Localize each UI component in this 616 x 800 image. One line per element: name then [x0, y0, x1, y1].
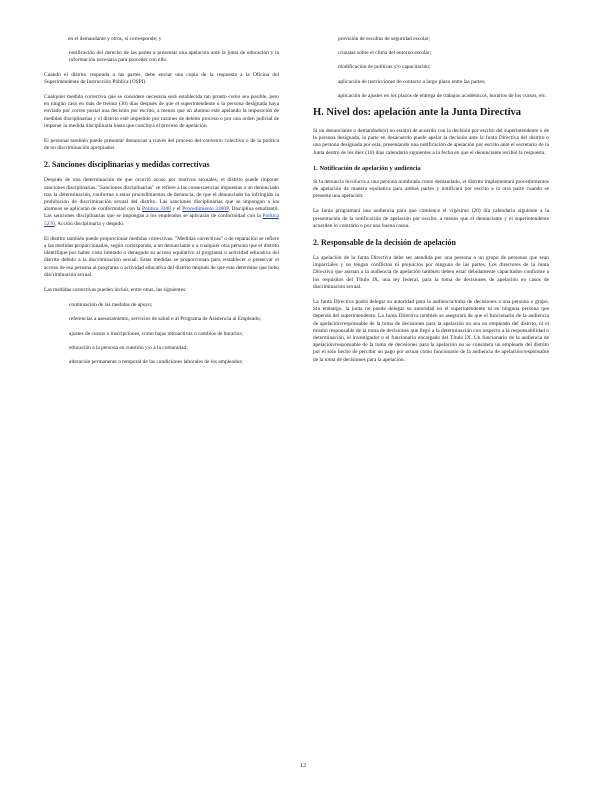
section-heading: 2. Responsable de la decisión de apelación	[313, 238, 456, 248]
square-bullet-icon	[56, 345, 69, 352]
bullet-text: ajustes de cursos o inscripciones, como bajas retroactivas o cambios de horarios;	[69, 330, 243, 337]
square-bullet-icon	[325, 64, 338, 71]
section-heading: 2. Sanciones disciplinarias y medidas correctivas	[44, 160, 210, 170]
bullet-text: cruzatas sobre el clima del entorno escolar;	[338, 50, 432, 57]
list-item	[44, 302, 279, 309]
sanctions-text-c: , Disciplina estudiantil. Las sanciones disciplinarias que se impongan a los empleados se aplicarán de conformidad con la	[44, 206, 280, 220]
bullet-text: modificación de políticas y/o capacitación;	[338, 64, 431, 71]
bullet-text: referencias a asesoramiento, servicios de salud o al Programa de Asistencia al Empleado;	[69, 316, 262, 323]
list-item	[313, 36, 549, 43]
continuation-text: en el demandante y otros, si corresponde; y	[68, 36, 162, 42]
list-item	[44, 316, 279, 323]
left-column	[44, 36, 279, 373]
page-number: 12	[300, 763, 306, 769]
list-item	[313, 50, 549, 57]
square-bullet-icon	[325, 93, 338, 100]
list-item	[313, 64, 549, 71]
square-bullet-icon	[56, 50, 69, 64]
square-bullet-icon	[56, 359, 69, 366]
sanctions-text-a: Después de una determinación de que ocurrió acoso por motivos sexuales, el distrito puede imponer sanciones disciplinarias. "Sanciones disciplinarias" se refiere a las consecuencias impuestas a un denunciado tras la determinación, conforme a estos procedimientos de denuncia, de que el denunciado ha infringido la prohibición de discriminación sexual del distrito. Las sanciones disciplinarias que se impongan a los alumnos se aplicarán de conformidad con la	[44, 177, 279, 213]
paragraph-appeal: Si un denunciante o demandado(s) no está(n) de acuerdo con la decisión por escrito del superintendente o de la persona designada, la parte en desacuerdo puede apelar la decisión ante la Junta Directiva del distrito o una persona designada por esta, presentando una notificación de apelación por escrito ante el secretario de la Junta dentro de los diez (10) días calendario siguientes a la fecha en que el denunciante recibió la respuesta.	[313, 128, 549, 156]
section-heading-main: H. Nivel dos: apelación ante la Junta Directiva	[313, 107, 522, 119]
list-item	[44, 50, 279, 64]
paragraph-notice: Si la denuncia involucra a una persona nombrada como demandado, el distrito implementará procedimientos de apelación de manera equitativa para ambas partes y notificará por escrito a la otra parte cuando se presente una apelación.	[313, 178, 549, 200]
subsection-heading: 1. Notificación de apelación y audiencia	[313, 164, 421, 172]
paragraph-staff: El personal también puede presentar denuncias a través del proceso del convenio colectivo o de la política de no discriminación apropiados.	[44, 138, 279, 152]
bullet-text: alteración permanente o temporal de las condiciones laborales de los empleados;	[69, 359, 243, 366]
policy-3300-link[interactable]: Política 3300	[142, 206, 171, 213]
procedure-3300p-link[interactable]: Procedimiento 3300P	[182, 206, 229, 213]
paragraph-responsible: La apelación de la Junta Directiva debe ser atendida por una persona o un grupo de personas que sean imparciales y no tengan conflictos ni prejuicios por ninguna de las partes. Los directores de la Junta Directiva que asistan a la audiencia de apelación también deben estar debidamente capacitados conforme a los requisitos del Título IX, una ley federal, para la toma de decisiones de apelación en casos de discriminación sexual.	[313, 255, 549, 290]
paragraph-copy: Cuando el distrito responda a las partes, debe enviar una copia de la respuesta a la Oficina del Superintendente de Instrucción Pública (OSPI).	[44, 71, 279, 85]
square-bullet-icon	[325, 79, 338, 86]
square-bullet-icon	[325, 36, 338, 43]
sanctions-text-b: y el	[172, 206, 181, 213]
bullet-text: notificación del derecho de las partes a presentar una apelación ante la junta de educación y la información necesaria para proceder con ello.	[69, 50, 279, 64]
paragraph-hearing: La Junta programará una audiencia para que comience el vigésimo (20) día calendario siguiente a la presentación de la notificación de apelación por escrito, a menos que el denunciante y el superintendente acuerden lo contrario o por una buena causa.	[313, 208, 549, 229]
paragraph-corrective: Cualquier medida correctiva que se considere necesaria será establecida tan pronto como sea posible, pero en ningún caso en más de treinta (30) días después de que el superintendente o la persona designada haya enviado por correo postal una decisión por escrito, a menos que un alumno esté apelando la imposición de medidas disciplinarias y el distrito esté impedido por razones de debido proceso o por una orden judicial de imponer la medida disciplinaria hasta que concluya el proceso de apelación.	[44, 94, 279, 129]
list-item	[44, 345, 279, 352]
bullet-text: aplicación de ajustes en los plazos de entrega de trabajos académicos, horarios de los cursos, etc.	[338, 92, 547, 99]
list-item	[313, 79, 549, 86]
policy-5270-link[interactable]: Política 5270	[44, 213, 279, 227]
bullet-text: aplicación de restricciones de contacto a largo plazo entre las partes;	[338, 78, 486, 85]
bullet-text: educación a la persona en cuestión y/o a la comunidad;	[69, 344, 188, 351]
square-bullet-icon	[56, 302, 69, 309]
paragraph-sanctions	[44, 177, 279, 227]
paragraph-include: Las medidas correctivas pueden incluir, entre otras, las siguientes:	[44, 287, 187, 294]
paragraph-measures: El distrito también puede proporcionar medidas correctivas. "Medidas correctivas" o de reparación se refiere a las medidas proporcionadas, según corresponda, a un denunciante o a cualquier otra persona que el distrito identifique por haber visto limitado o denegado su acceso equitativo al programa o actividad educativa del distrito debido a la discriminación sexual. Estas medidas se proporcionan para restablecer o preservar el acceso de esa persona al programa o actividad educativa del distrito después de que este determine que hubo discriminación sexual.	[44, 235, 279, 278]
right-column	[313, 36, 549, 372]
paragraph-delegate: La Junta Directiva podrá delegar su autoridad para la audiencia/toma de decisiones a una persona o grupo. Sin embargo, la junta no puede delegar su autoridad en el superintendente ni en ninguna persona que dependa del superintendente. La Junta Directiva también se asegurará de que el funcionario de la audiencia de apelación/responsable de la toma de decisiones para la apelación no sea un empleado del distrito, ni el mismo responsable de la toma de decisiones que llegó a la determinación con respecto a la responsabilidad o determinación, el investigador o el funcionario encargado del Título IX. Un funcionario de la audiencia de apelación/responsable de la toma de decisiones para la apelación no se considera un empleado del distrito por el solo hecho de percibir un pago por actuar como funcionario de la audiencia de apelación/responsable de la toma de decisiones para la apelación.	[313, 299, 549, 363]
sanctions-text-d: , Acción disciplinaria y despido.	[54, 220, 125, 227]
square-bullet-icon	[56, 331, 69, 338]
list-item	[44, 359, 279, 366]
square-bullet-icon	[56, 316, 69, 323]
bullet-text: continuación de las medidas de apoyo;	[69, 302, 153, 309]
list-item	[44, 331, 279, 338]
bullet-text: provisión de escoltas de seguridad escolar;	[338, 36, 431, 42]
list-item	[44, 36, 279, 43]
square-bullet-icon	[325, 50, 338, 57]
list-item	[313, 93, 549, 100]
